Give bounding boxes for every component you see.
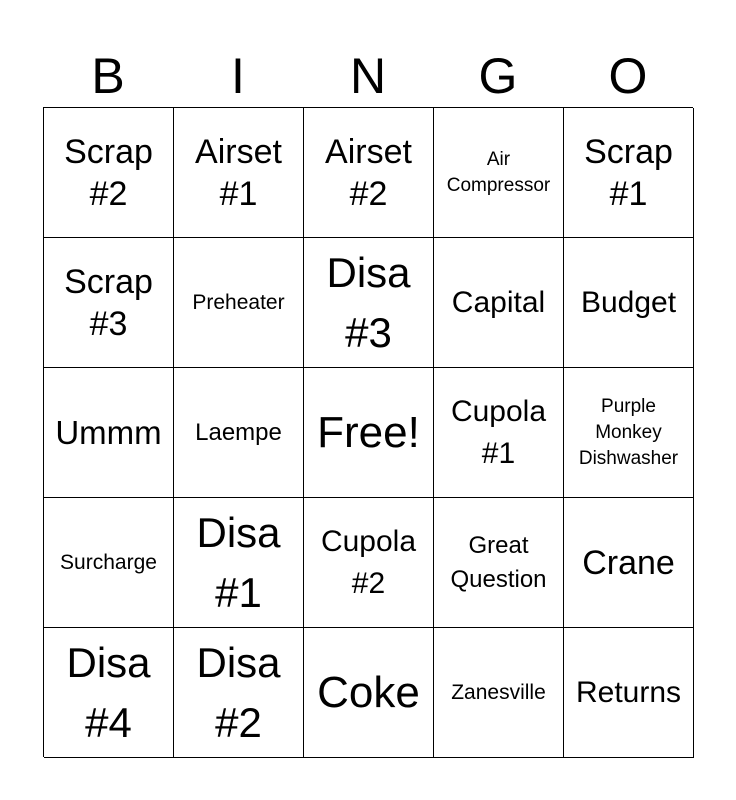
bingo-cell[interactable] [44, 498, 174, 628]
bingo-cell[interactable] [304, 238, 434, 368]
cell-text: Returns [575, 675, 682, 709]
cell-text: Budget [580, 285, 677, 319]
cell-text: Cupola #1 [450, 394, 547, 470]
cell-text: Cupola #2 [320, 524, 417, 600]
bingo-cell[interactable] [44, 108, 174, 238]
bingo-cell[interactable] [174, 238, 304, 368]
bingo-cell[interactable] [434, 108, 564, 238]
header-letter-i: I [231, 48, 245, 104]
bingo-header [43, 44, 693, 108]
bingo-cell[interactable] [44, 368, 174, 498]
cell-text: Disa #3 [326, 248, 411, 356]
cell-text: Zanesville [451, 680, 546, 704]
cell-text: Disa #2 [196, 638, 281, 746]
bingo-cell[interactable] [174, 498, 304, 628]
bingo-cell[interactable] [564, 628, 694, 758]
bingo-cell[interactable] [564, 498, 694, 628]
bingo-cell[interactable] [174, 108, 304, 238]
cell-text: Laempe [195, 418, 282, 446]
header-letter-o: O [608, 48, 648, 104]
bingo-cell[interactable] [174, 628, 304, 758]
bingo-cell[interactable] [564, 238, 694, 368]
bingo-cell[interactable] [44, 628, 174, 758]
cell-text: Scrap #2 [64, 132, 153, 213]
bingo-cell[interactable] [564, 108, 694, 238]
cell-text: Crane [582, 543, 675, 582]
bingo-cell[interactable] [304, 628, 434, 758]
cell-text: Scrap #1 [584, 132, 673, 213]
bingo-cell[interactable] [174, 368, 304, 498]
bingo-cell[interactable] [434, 628, 564, 758]
cell-text: Disa #1 [196, 508, 281, 616]
cell-text: Great Question [450, 531, 547, 593]
bingo-cell[interactable] [564, 368, 694, 498]
free-space-text: Free! [317, 407, 420, 457]
bingo-cell[interactable] [44, 238, 174, 368]
bingo-cell[interactable] [434, 368, 564, 498]
bingo-cell[interactable] [304, 498, 434, 628]
cell-text: Scrap #3 [64, 262, 153, 343]
cell-text: Capital [451, 285, 546, 319]
cell-text: Surcharge [60, 550, 157, 574]
cell-text: Air Compressor [446, 148, 551, 196]
bingo-cell[interactable] [434, 238, 564, 368]
header-letter-b: B [91, 48, 125, 104]
bingo-card-grid [43, 107, 693, 757]
cell-text: Airset #2 [325, 132, 412, 213]
cell-text: Purple Monkey Dishwasher [578, 395, 679, 469]
cell-text: Disa #4 [66, 638, 151, 746]
bingo-cell-free[interactable] [304, 368, 434, 498]
cell-text: Ummm [55, 413, 162, 451]
bingo-cell[interactable] [434, 498, 564, 628]
cell-text: Preheater [192, 290, 285, 314]
header-letter-g: G [478, 48, 518, 104]
header-letter-n: N [349, 48, 387, 104]
bingo-cell[interactable] [304, 108, 434, 238]
cell-text: Coke [317, 667, 420, 717]
cell-text: Airset #1 [195, 132, 282, 213]
